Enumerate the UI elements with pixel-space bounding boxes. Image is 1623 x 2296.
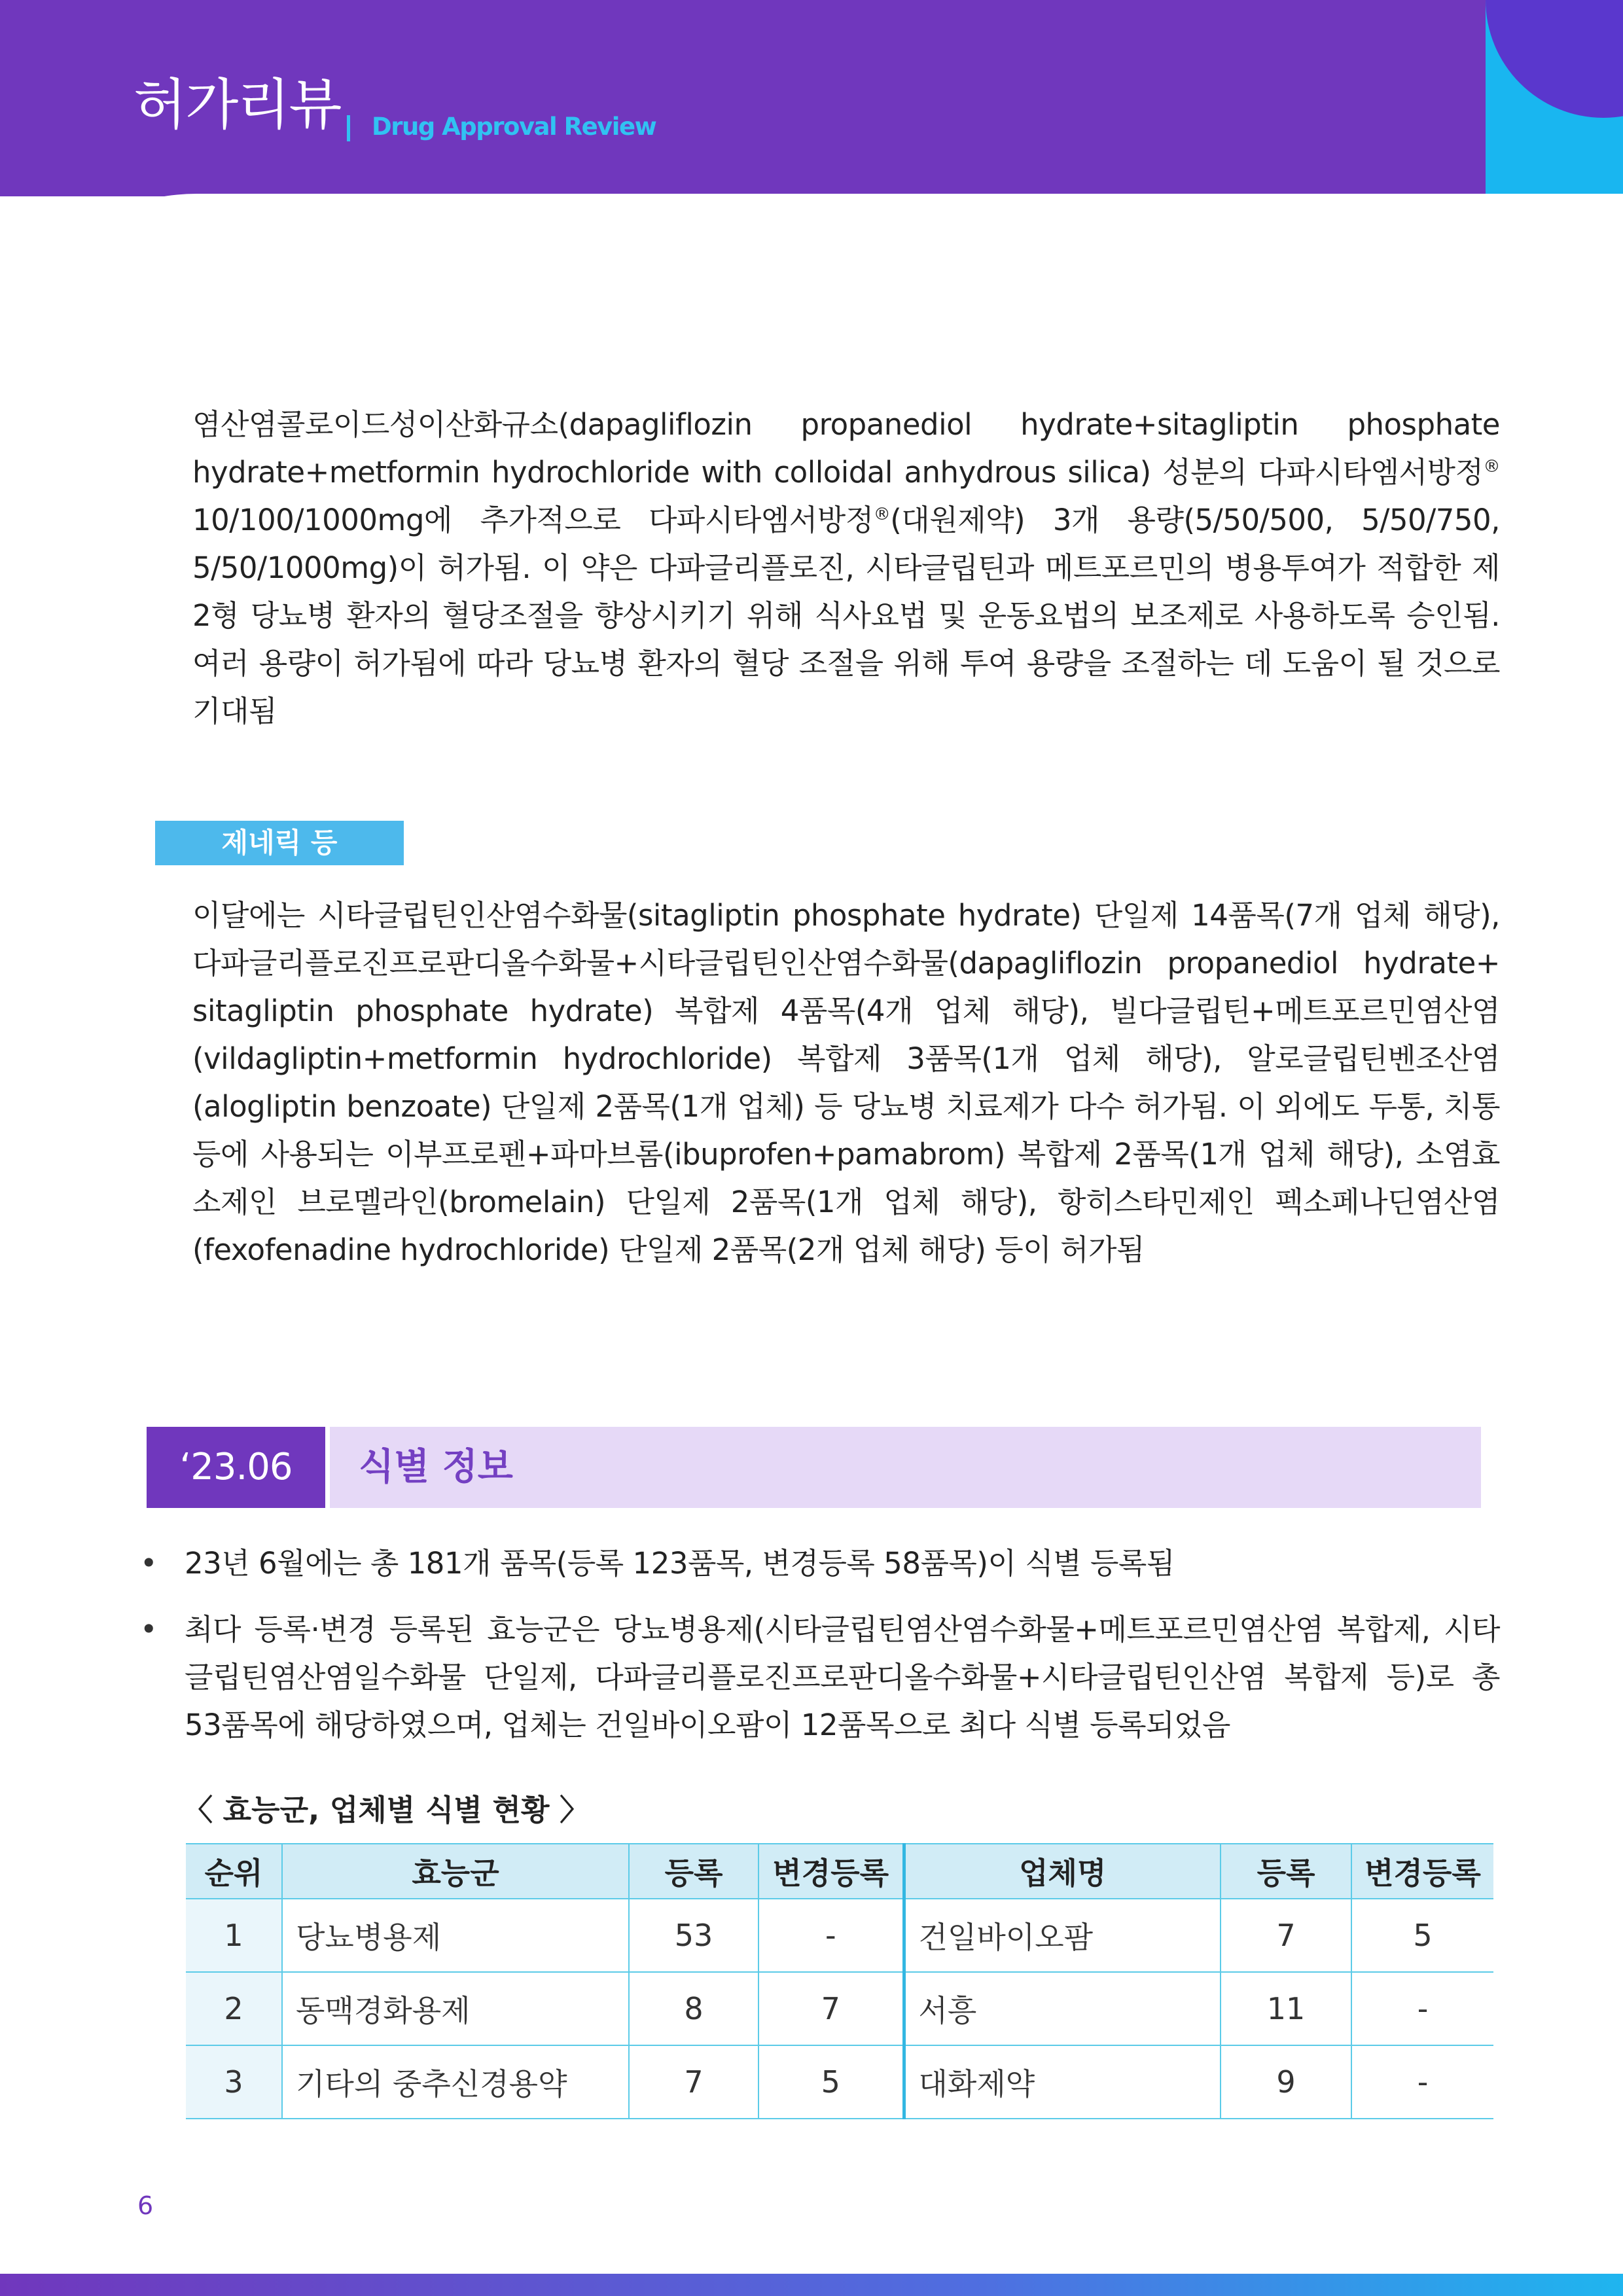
page-number: 6 <box>137 2191 154 2220</box>
header-category: 효능군 <box>282 1844 629 1899</box>
identification-table <box>186 1843 1493 2119</box>
bullet-text: 최다 등록·변경 등록된 효능군은 당뇨병용제(시타글립틴염산염수화물+메트포르민염산염 복합제, 시타글립틴염산염일수화물 단일제, 다파글리플로진프로판디올수화물+시타글립틴인산염 복합제 등)로 총 53품목에 해당하였으며, 업체는 건일바이오팜이 12품목으로 최다 식별 등록되었음 <box>185 1612 1500 1742</box>
header-company-changed: 변경등록 <box>1351 1844 1493 1899</box>
section-year-label: ‘23.06 <box>147 1427 325 1508</box>
registered-mark: ® <box>873 505 891 524</box>
header-subtitle: Drug Approval Review <box>372 113 656 141</box>
generic-paragraph: 이달에는 시타글립틴인산염수화물(sitagliptin phosphate hydrate) 단일제 14품목(7개 업체 해당), 다파글리플로진프로판디올수화물+시타글립틴인산염수화물(dapagliflozin propanediol hydrate+ sitagliptin phosphate hydrate) 복합제 4품목(4개 업체 해당), 빌다글립틴+메트포르민염산염(vildagliptin+metformin hydrochloride) 복합제 3품목(1개 업체 해당), 알로글립틴벤조산염(alogliptin benzoate) 단일제 2품목(1개 업체) 등 당뇨병 치료제가 다수 허가됨. 이 외에도 두통, 치통 등에 사용되는 이부프로펜+파마브롬(ibuprofen+pamabrom) 복합제 2품목(1개 업체 해당), 소염효소제인 브로멜라인(bromelain) 단일제 2품목(1개 업체 해당), 항히스타민제인 펙소페나딘염산염(fexofenadine hydrochloride) 단일제 2품목(2개 업체 해당) 등이 허가됨 <box>192 898 1500 1267</box>
registered-cell: 7 <box>629 2045 758 2119</box>
registered-mark: ® <box>1483 457 1500 476</box>
company-cell: 대화제약 <box>904 2045 1221 2119</box>
company-changed-cell: - <box>1351 1972 1493 2045</box>
registered-cell: 8 <box>629 1972 758 2045</box>
header-company: 업체명 <box>904 1844 1221 1899</box>
approval-text-2: 10/100/1000mg에 추가적으로 다파시타엠서방정 <box>192 503 874 537</box>
generic-section-tag: 제네릭 등 <box>155 821 404 865</box>
category-cell: 동맥경화용제 <box>282 1972 629 2045</box>
header-divider <box>347 115 350 141</box>
company-cell: 서흥 <box>904 1972 1221 2045</box>
rank-cell: 1 <box>186 1899 282 1972</box>
approval-text-1: 염산염콜로이드성이산화규소(dapagliflozin propanediol hydrate+sitagliptin phosphate hydrate+metformin hydrochloride with colloidal anhydrous silica) 성분의 다파시타엠서방정 <box>192 407 1500 490</box>
table-row <box>186 1972 1493 2045</box>
header-registered: 등록 <box>629 1844 758 1899</box>
changed-cell: - <box>758 1899 904 1972</box>
rank-cell: 2 <box>186 1972 282 2045</box>
changed-cell: 7 <box>758 1972 904 2045</box>
company-registered-cell: 7 <box>1221 1899 1351 1972</box>
header-company-registered: 등록 <box>1221 1844 1351 1899</box>
registered-cell: 53 <box>629 1899 758 1972</box>
bullet-text: 23년 6월에는 총 181개 품목(등록 123품목, 변경등록 58품목)이 식별 등록됨 <box>185 1546 1175 1581</box>
category-cell: 당뇨병용제 <box>282 1899 629 1972</box>
footer-gradient-bar <box>0 2274 1623 2296</box>
company-changed-cell: - <box>1351 2045 1493 2119</box>
company-cell: 건일바이오팜 <box>904 1899 1221 1972</box>
changed-cell: 5 <box>758 2045 904 2119</box>
bullet-icon: • <box>140 1546 158 1581</box>
section-title: 식별 정보 <box>330 1427 1481 1508</box>
company-changed-cell: 5 <box>1351 1899 1493 1972</box>
header-title: 허가리뷰 <box>134 73 341 137</box>
header-changed: 변경등록 <box>758 1844 904 1899</box>
company-registered-cell: 9 <box>1221 2045 1351 2119</box>
approval-text-3: (대원제약) 3개 용량(5/50/500, 5/50/750, 5/50/1000mg)이 허가됨. 이 약은 다파글리플로진, 시타글립틴과 메트포르민의 병용투여가 적합한 제2형 당뇨병 환자의 혈당조절을 향상시키기 위해 식사요법 및 운동요법의 보조제로 사용하도록 승인됨. 여러 용량이 허가됨에 따라 당뇨병 환자의 혈당 조절을 위해 투여 용량을 조절하는 데 도움이 될 것으로 기대됨 <box>192 503 1500 728</box>
header-rank: 순위 <box>186 1844 282 1899</box>
company-registered-cell: 11 <box>1221 1972 1351 2045</box>
bullet-icon: • <box>140 1612 158 1647</box>
rank-cell: 3 <box>186 2045 282 2119</box>
table-row <box>186 2045 1493 2119</box>
category-cell: 기타의 중추신경용약 <box>282 2045 629 2119</box>
approval-paragraph <box>192 401 1500 735</box>
table-row <box>186 1899 1493 1972</box>
bullet-list <box>137 1539 1500 1767</box>
list-item <box>137 1539 1500 1587</box>
table-caption: 〈 효능군, 업체별 식별 현황 〉 <box>183 1793 590 1827</box>
list-item <box>137 1605 1500 1749</box>
table-header-row <box>186 1844 1493 1899</box>
